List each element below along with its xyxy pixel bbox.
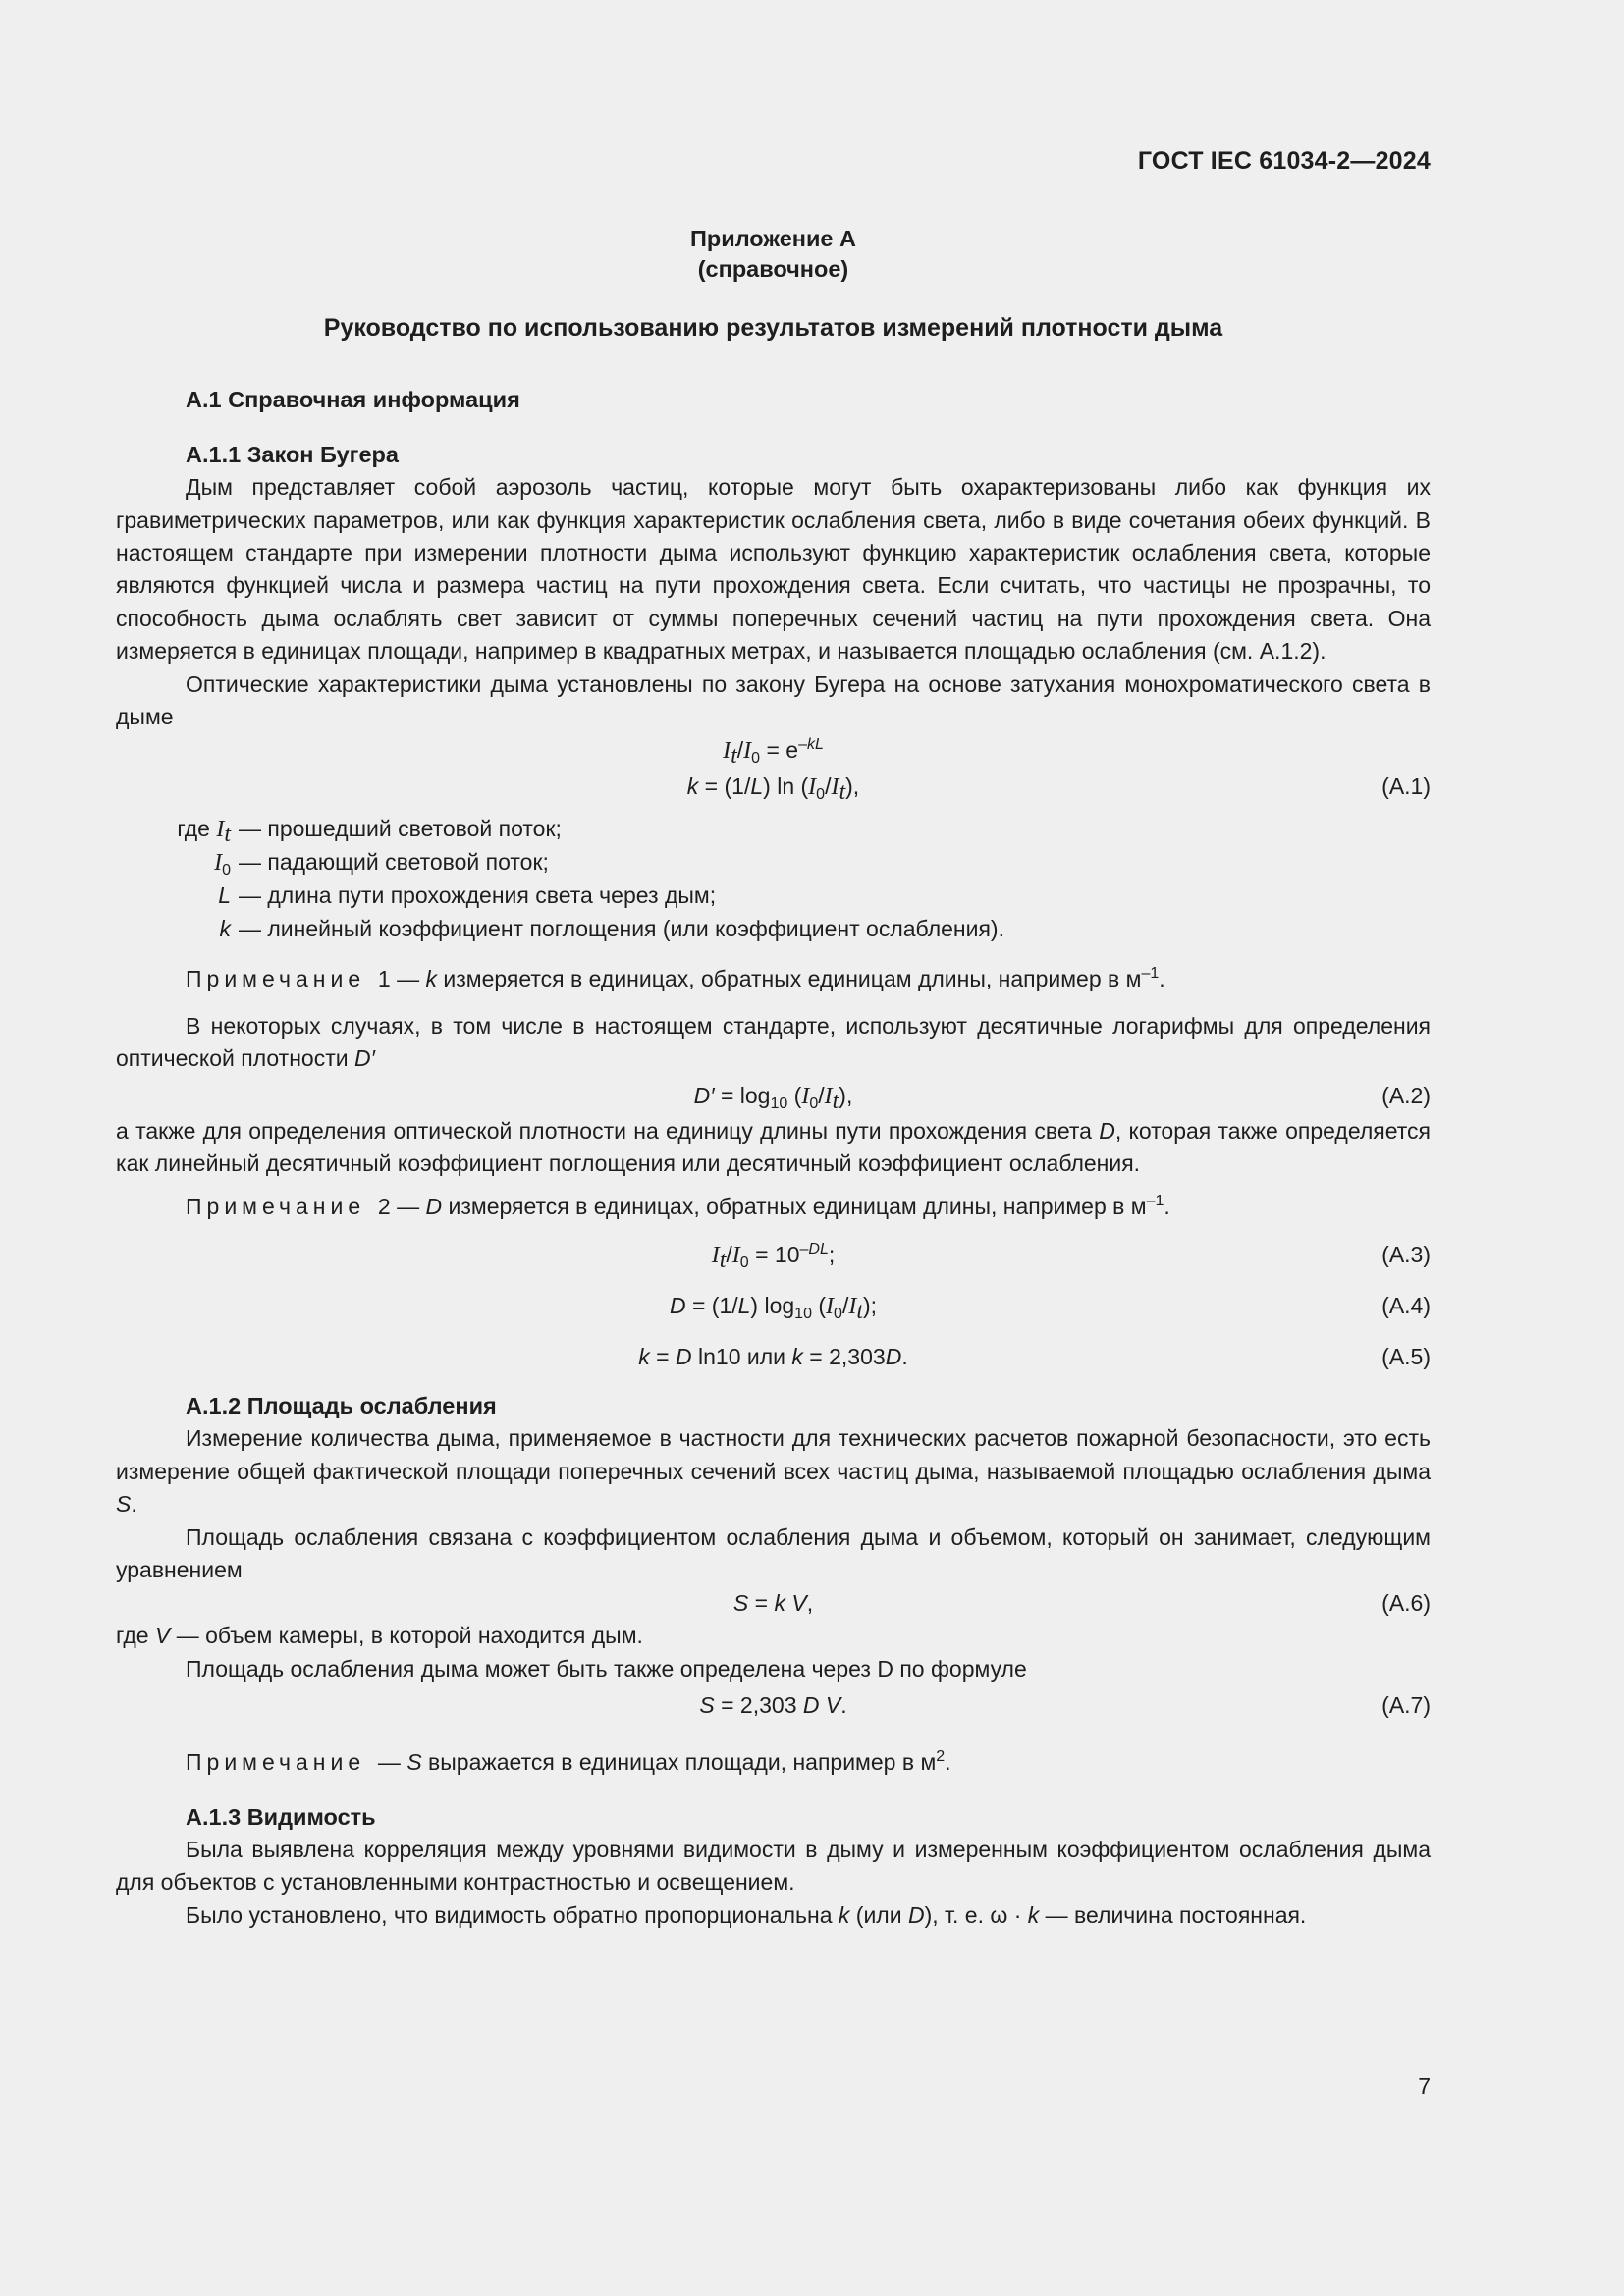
formula-a6: S = k V, (А.6) <box>116 1586 1431 1620</box>
formula-a7: S = 2,303 D V. (А.7) <box>116 1685 1431 1725</box>
formula-a5: k = D ln10 или k = 2,303D. (А.5) <box>116 1337 1431 1376</box>
paragraph: Была выявлена корреляция между уровнями видимости в дыму и измеренным коэффициентом ослабления дыма для объектов с установленными контрастностью и освещением. <box>116 1836 1431 1896</box>
formula-number: (А.7) <box>1381 1692 1431 1719</box>
appendix-kind: (справочное) <box>697 256 849 282</box>
page-content <box>116 224 1431 1932</box>
definitions-list <box>116 812 1431 945</box>
paragraph: Площадь ослабления связана с коэффициентом ослабления дыма и объемом, который он занимает, следующим уравнением <box>116 1523 1431 1582</box>
paragraph: Измерение количества дыма, применяемое в частности для технических расчетов пожарной безопасности, это есть измерение общей фактической площади поперечных сечений всех частиц дыма, называемой площадью ослабления дыма S. <box>116 1425 1431 1518</box>
document-code: ГОСТ IEC 61034-2—2024 <box>1137 147 1431 175</box>
note-3: Примечание — S выражается в единицах площади, например в $м^2$. <box>186 1748 951 1776</box>
section-a13-heading: А.1.3 Видимость <box>186 1803 376 1830</box>
formula-number: (А.4) <box>1381 1292 1431 1318</box>
appendix-label: Приложение А <box>690 226 856 251</box>
formula-number: (А.2) <box>1381 1082 1431 1108</box>
definition-item: где $I_t$ — прошедший световой поток; <box>177 816 562 848</box>
paragraph: Было установлено, что видимость обратно пропорциональна k (или D), т. е. ω · k — величина постоянная. <box>186 1901 1307 1928</box>
page-number: 7 <box>1418 2073 1431 2099</box>
formula-number: (А.3) <box>1381 1241 1431 1267</box>
formula-number: (А.6) <box>1381 1590 1431 1617</box>
paragraph: В некоторых случаях, в том числе в настоящем стандарте, используют десятичные логарифмы для определения оптической плотности D′ <box>116 1012 1431 1072</box>
paragraph: Площадь ослабления дыма может быть также определена через D по формуле <box>186 1655 1027 1682</box>
section-a12-heading: А.1.2 Площадь ослабления <box>186 1392 497 1418</box>
definition-item: k — линейный коэффициент поглощения (или коэффициент ослабления). <box>219 916 1004 942</box>
formula-a4: D = (1/L) $\log_{10} (I_0/I_t)$; (А.4) <box>116 1286 1431 1325</box>
paragraph: а также для определения оптической плотности на единицу длины пути прохождения света D, которая также определяется как линейный десятичный коэффициент поглощения или десятичный коэффициент ослабления. <box>116 1117 1432 1177</box>
appendix-title: Руководство по использованию результатов измерений плотности дыма <box>323 314 1223 342</box>
definition-item: L — длина пути прохождения света через дым; <box>218 882 717 909</box>
section-a11-heading: А.1.1 Закон Бугера <box>186 441 399 467</box>
formula-a3: $I_t/I_0 = 10^{-DL}$; (А.3) <box>116 1235 1431 1274</box>
definition-item: $I_0$ — падающий световой поток; <box>214 849 549 880</box>
formula-a1: k = (1/L) $\ln (I_0/I_t)$, (А.1) <box>116 767 1431 806</box>
formula-number: (А.1) <box>1381 774 1431 800</box>
paragraph: Дым представляет собой аэрозоль частиц, которые могут быть охарактеризованы либо как функция их гравиметрических параметров, или как функция характеристик ослабления света, либо в виде сочетания обеих функций. В настоящем стандарте при измерении плотности дыма используют функцию характеристик ослабления света, которые являются функцией числа и размера частиц на пути прохождения света. Если считать, что частицы не прозрачны, то способность дыма ослаблять свет зависит от суммы поперечных сечений частиц на пути прохождения света. Она измеряется в единицах площади, например в квадратных метрах, и называется площадью ослабления (см. А.1.2). <box>116 474 1431 665</box>
formula-a2: $D' = \log_{10} (I_0/I_t)$, (А.2) <box>116 1076 1431 1115</box>
paragraph: Оптические характеристики дыма установлены по закону Бугера на основе затухания монохроматического света в дыме <box>116 670 1431 730</box>
section-a1-heading: А.1 Справочная информация <box>186 387 520 413</box>
formula-bouguer: $I_t/I_0 = e^{-kL}$ <box>723 736 824 770</box>
note-1: Примечание 1 — k измеряется в единицах, обратных единицам длины, например в $м^{-1}$. <box>186 965 1165 992</box>
paragraph: где V — объем камеры, в которой находится дым. <box>116 1623 643 1649</box>
note-2: Примечание 2 — D измеряется в единицах, обратных единицам длины, например в $м^{-1}$. <box>186 1192 1170 1219</box>
formula-number: (А.5) <box>1381 1343 1431 1369</box>
